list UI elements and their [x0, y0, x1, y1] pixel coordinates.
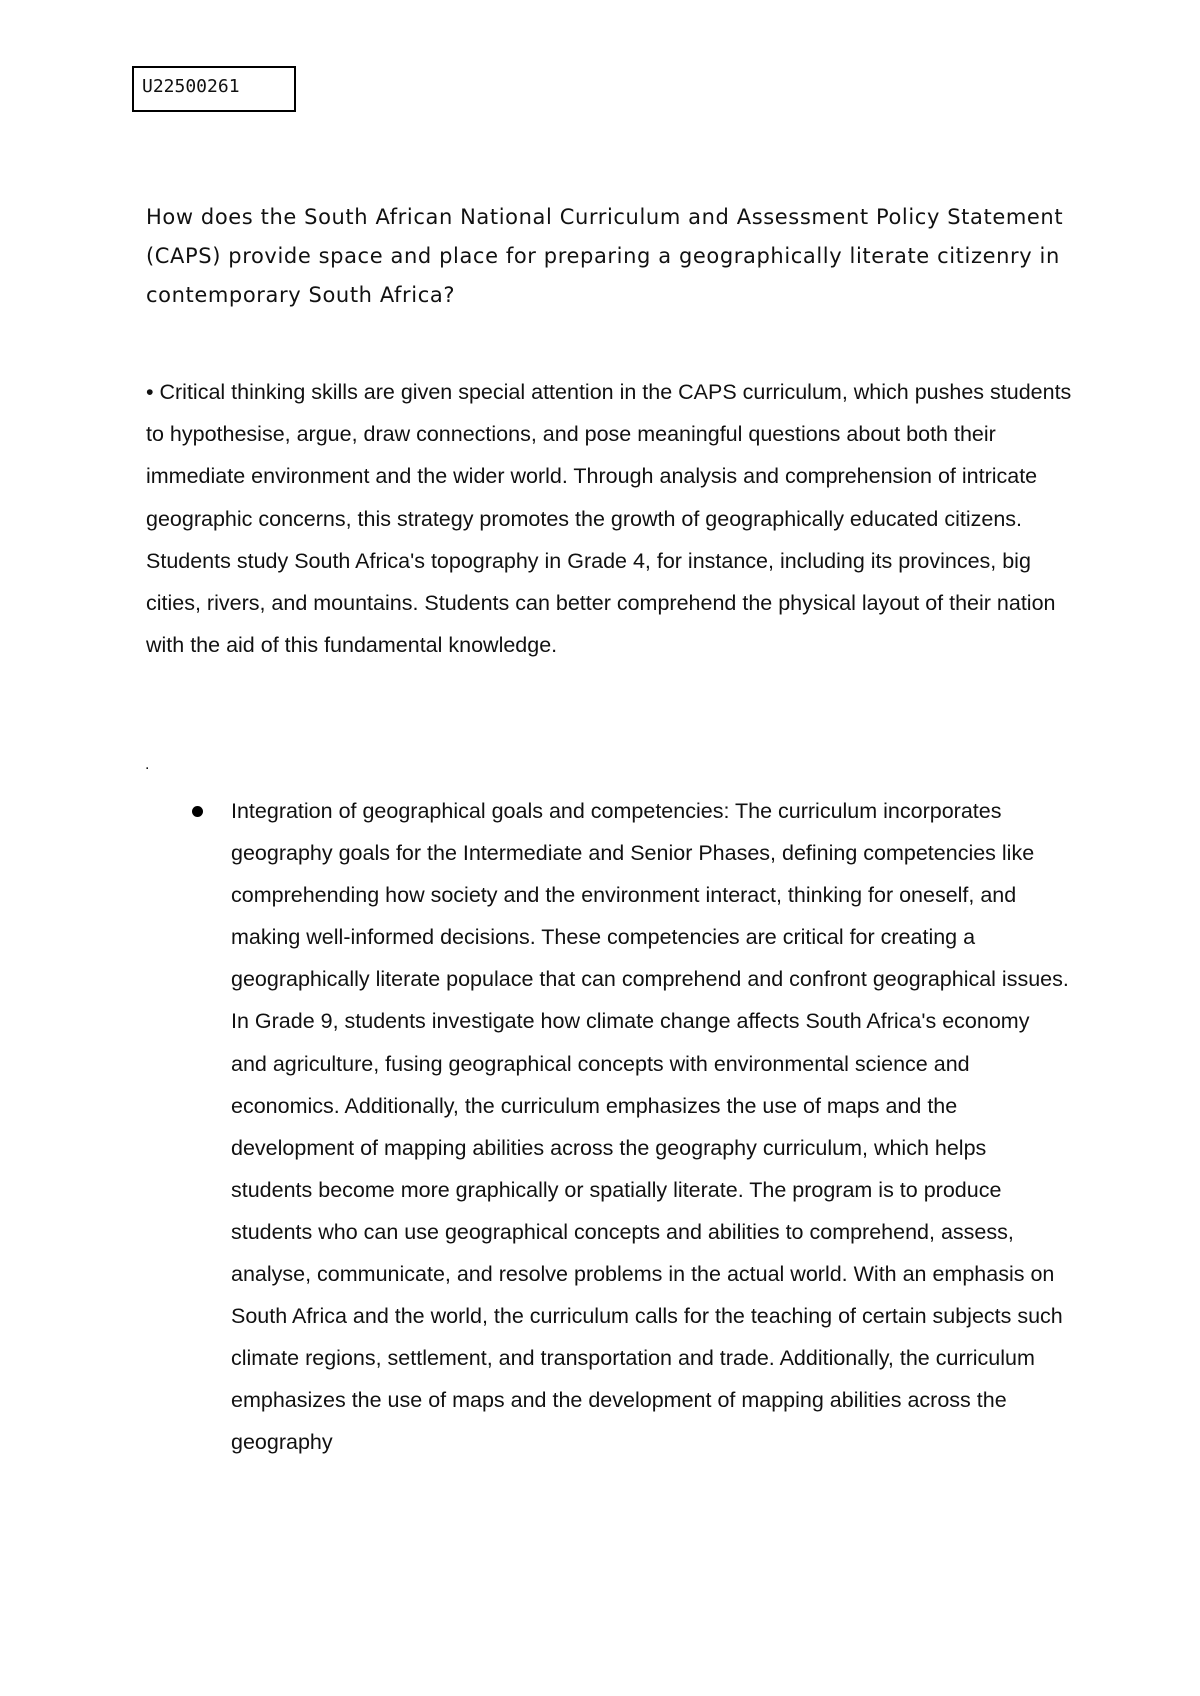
- bullet-icon: [192, 806, 203, 817]
- student-id-box: U22500261: [132, 66, 296, 112]
- essay-question: How does the South African National Curriculum and Assessment Policy Statement (CAPS) provide space and place for preparing a geographically literate citizenry in contemporary South Africa?: [146, 205, 1064, 307]
- body-paragraph-critical-thinking: • Critical thinking skills are given special attention in the CAPS curriculum, which pushes students to hypothesise, argue, draw connections, and pose meaningful questions about both their immediate environment and the wider world. Through analysis and comprehension of intricate geographic concerns, this strategy promotes the growth of geographically educated citizens. Students study South Africa's topography in Grade 4, for instance, including its provinces, big cities, rivers, and mountains. Students can better comprehend the physical layout of their nation with the aid of this fundamental knowledge.: [146, 380, 1072, 658]
- bullet-text-integration: Integration of geographical goals and competencies: The curriculum incorporates geography goals for the Intermediate and Senior Phases, defining competencies like comprehending how society and the environment interact, thinking for oneself, and making well-informed decisions. These competencies are critical for creating a geographically literate populace that can comprehend and confront geographical issues. In Grade 9, students investigate how climate change affects South Africa's economy and agriculture, fusing geographical concepts with environmental science and economics. Additionally, the curriculum emphasizes the use of maps and the development of mapping abilities across the geography curriculum, which helps students become more graphically or spatially literate. The program is to produce students who can use geographical concepts and abilities to comprehend, assess, analyse, communicate, and resolve problems in the actual world. With an emphasis on South Africa and the world, the curriculum calls for the teaching of certain subjects such climate regions, settlement, and transportation and trade. Additionally, the curriculum emphasizes the use of maps and the development of mapping abilities across the geography: [231, 799, 1069, 1455]
- separator-dot: .: [145, 756, 150, 773]
